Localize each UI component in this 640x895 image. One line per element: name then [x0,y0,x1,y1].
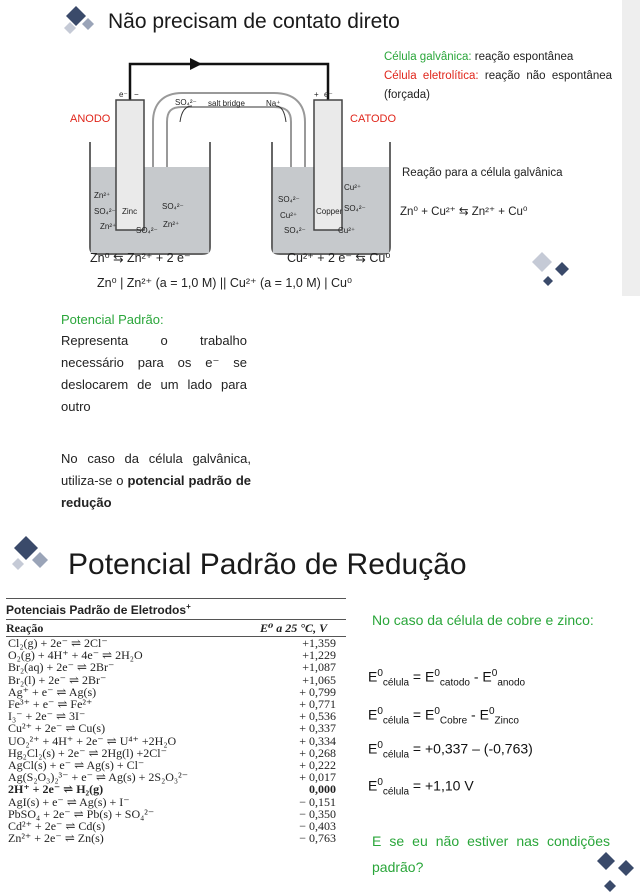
table-top-rule [6,598,346,599]
reaction-equation: Zn⁰ + Cu²⁺ ⇆ Zn²⁺ + Cu⁰ [400,206,528,218]
reaction-cell: AgI(s) + e⁻ ⇌ Ag(s) + I⁻ [8,794,130,809]
anode-label: ANODO [70,113,111,125]
e-sup: 0 [491,668,498,679]
potential-value-cell: +1,359 [302,636,336,650]
reaction-cell: 2H⁺ + 2e⁻ ⇌ H₂(g) [8,782,104,797]
left-zn2-label: Zn²⁺ [94,191,111,200]
e-symbol: E [425,668,435,685]
right-so4-label: SO₄²⁻ [278,195,300,204]
wire-arrow-icon [190,58,202,70]
potentials-table [6,637,346,844]
reaction-cell: Hg₂Cl₂(s) + 2e⁻ ⇌ 2Hg(l) +2Cl⁻ [8,745,167,760]
potencial-padrao-heading: Potencial Padrão: [61,312,164,327]
e-sub-catodo: catodo [439,677,470,689]
galvanic-reference-start: No caso da célula galvânica, utiliza-se o [61,451,251,488]
reaction-cell: Ag(S₂O₃)₂³⁻ + e⁻ ⇌ Ag(s) + 2S₂O₃²⁻ [8,770,189,785]
table-title [6,602,191,617]
equals: = [409,668,426,685]
table-title-text: Potenciais Padrão de Eletrodos [6,603,187,617]
galvanic-reference-text [61,448,251,514]
right-cu2-label: Cu²⁺ [280,211,298,220]
reaction-cell: Cl₂(g) + 2e⁻ ⇌ 2Cl⁻ [8,636,108,650]
table-row [6,783,346,795]
potential-value-cell: + 0,799 [299,684,336,699]
corner-diamonds-icon-2 [584,846,640,895]
e-sub: célula [382,786,410,798]
e-sup: 0 [377,740,383,751]
e-sup: 0 [377,777,383,788]
logo-diamonds-icon-2 [8,532,58,578]
table-row [6,796,346,808]
e-sub: célula [382,749,410,761]
case-text: No caso da célula de cobre e zinco: [372,612,594,628]
table-header [6,621,346,636]
equation-values: = +0,337 – (-0,763) [409,740,533,757]
plus-terminal-label: + [314,90,319,99]
galvanic-label: Célula galvânica: [384,51,472,63]
reaction-cell: UO₂²⁺ + 4H⁺ + 2e⁻ ⇌ U⁴⁺ +2H₂O [8,733,177,748]
e-sup: 0 [377,706,383,717]
e-sub: célula [382,677,410,689]
reaction-cell: AgCl(s) + e⁻ ⇌ Ag(s) + Cl⁻ [8,758,145,773]
slide1-title: Não precisam de contato direto [108,10,400,33]
e-symbol: E [425,706,435,723]
e-sup: 0 [488,706,495,717]
potential-value-cell: − 0,151 [299,794,336,809]
cathode-label: CATODO [350,113,397,125]
potential-value-cell: + 0,268 [299,745,336,760]
col-reaction-header: Reação [6,621,44,635]
electrolytic-text: reação não espontânea (forçada) [384,70,613,101]
e-symbol: E [368,777,378,794]
potential-value-cell: +1,087 [302,660,336,675]
equation-line-1 [368,668,525,688]
potential-value-cell: − 0,763 [299,831,336,846]
e-symbol: E [368,740,378,757]
e-sub-cobre: Cobre [439,715,468,727]
cell-notation: Zn⁰ | Zn²⁺ (a = 1,0 M) || Cu²⁺ (a = 1,0 M) | Cu⁰ [97,276,353,290]
potential-value-cell: 0,000 [309,782,336,797]
equation-result: = +1,10 V [409,777,474,794]
left-zn2-label-c: Zn²⁺ [163,220,180,229]
e-symbol: E [479,706,489,723]
question-text: E se eu não estiver nas condições padrão? [372,833,610,875]
potential-value-cell: + 0,771 [299,697,336,712]
reaction-cell: Cu²⁺ + 2e⁻ ⇌ Cu(s) [8,721,106,736]
equation-line-4 [368,777,474,797]
reaction-cell: PbSO₄ + 2e⁻ ⇌ Pb(s) + SO₄²⁻ [8,806,155,821]
reaction-cell: Cd²⁺ + 2e⁻ ⇌ Cd(s) [8,819,106,834]
table-header-rule [6,619,346,620]
so4-label: SO₄²⁻ [175,98,197,107]
table-row [6,661,346,673]
reaction-cell: O₂(g) + 4H⁺ + 4e⁻ ⇌ 2H₂O [8,648,143,663]
table-row [6,735,346,747]
na-label: Na⁺ [266,99,281,108]
salt-bridge-label: salt bridge [208,99,245,108]
electrolytic-label: Célula eletrolítica: [384,70,479,82]
potential-value-cell: − 0,403 [299,819,336,834]
left-so4-label-b: SO₄²⁻ [136,226,158,235]
e-symbol: E [482,668,492,685]
potential-value-cell: +1,229 [302,648,336,663]
e-sup: 0 [377,668,383,679]
reaction-cell: Br₂(l) + 2e⁻ ⇌ 2Br⁻ [8,672,107,687]
cell-type-legend [384,48,612,105]
electron-right-label: e⁻ [324,90,333,99]
potential-value-cell: + 0,337 [299,721,336,736]
equation-line-3 [368,740,533,760]
slide2-title: Potencial Padrão de Redução [68,548,467,581]
reaction-cell: Br₂(aq) + 2e⁻ ⇌ 2Br⁻ [8,660,115,675]
e-sub-zinco: Zinco [494,715,519,727]
minus-terminal-label: − [134,90,139,99]
zinc-label: Zinc [122,207,138,216]
left-zn2-label-b: Zn²⁺ [100,222,117,231]
reaction-cell: Fe³⁺ + e⁻ ⇌ Fe²⁺ [8,697,93,712]
col-value-header: E⁰ a 25 °C, V [260,621,328,635]
galvanic-reference-bold: potencial padrão de redução [61,473,251,510]
potential-value-cell: + 0,017 [299,770,336,785]
e-sup: 0 [434,668,440,679]
reaction-cell: I₃⁻ + 2e⁻ ⇌ 3I⁻ [8,709,86,724]
equation-line-2 [368,706,519,726]
corner-diamonds-icon [526,250,582,290]
so4-arrow-icon [180,106,192,122]
copper-label: Copper [316,207,343,216]
reaction-cell: Ag⁺ + e⁻ ⇌ Ag(s) [8,684,97,699]
table-row [6,832,346,844]
half-reaction-cathode: Cu²⁺ + 2 e⁻ ⇆ Cu⁰ [287,251,391,265]
e-sub: célula [382,715,410,727]
slide-side-strip [622,0,640,296]
equals: = [409,706,426,723]
table-row [6,674,346,686]
left-so4-label: SO₄²⁻ [94,207,116,216]
minus: - [467,706,480,723]
potential-value-cell: + 0,536 [299,709,336,724]
right-so4-label-b: SO₄²⁻ [284,226,306,235]
potential-value-cell: +1,065 [302,672,336,687]
potential-value-cell: − 0,350 [299,806,336,821]
right-cu2-label-c: Cu²⁺ [338,226,356,235]
e-symbol: E [368,706,378,723]
reaction-cell: Zn²⁺ + 2e⁻ ⇌ Zn(s) [8,831,104,846]
potential-value-cell: + 0,334 [299,733,336,748]
table-title-mark: + [186,602,191,611]
half-reaction-anode: Zn⁰ ⇆ Zn²⁺ + 2 e⁻ [90,251,191,265]
right-so4-label-c: SO₄²⁻ [344,204,366,213]
minus: - [469,668,483,685]
right-cu2-label-b: Cu²⁺ [344,183,362,192]
potencial-padrao-definition: Representa o trabalho necessário para os e⁻ se deslocarem de um lado para outro [61,333,247,414]
table-row [6,722,346,734]
e-sub-anodo: anodo [497,677,526,689]
e-sup: 0 [434,706,440,717]
left-so4-label-c: SO₄²⁻ [162,202,184,211]
logo-diamonds-icon [62,2,102,38]
electron-left-label: e⁻ [119,90,128,99]
e-symbol: E [368,668,378,685]
potential-value-cell: + 0,222 [299,758,336,773]
galvanic-text: reação espontânea [471,51,574,63]
reaction-title: Reação para a célula galvânica [402,167,563,179]
